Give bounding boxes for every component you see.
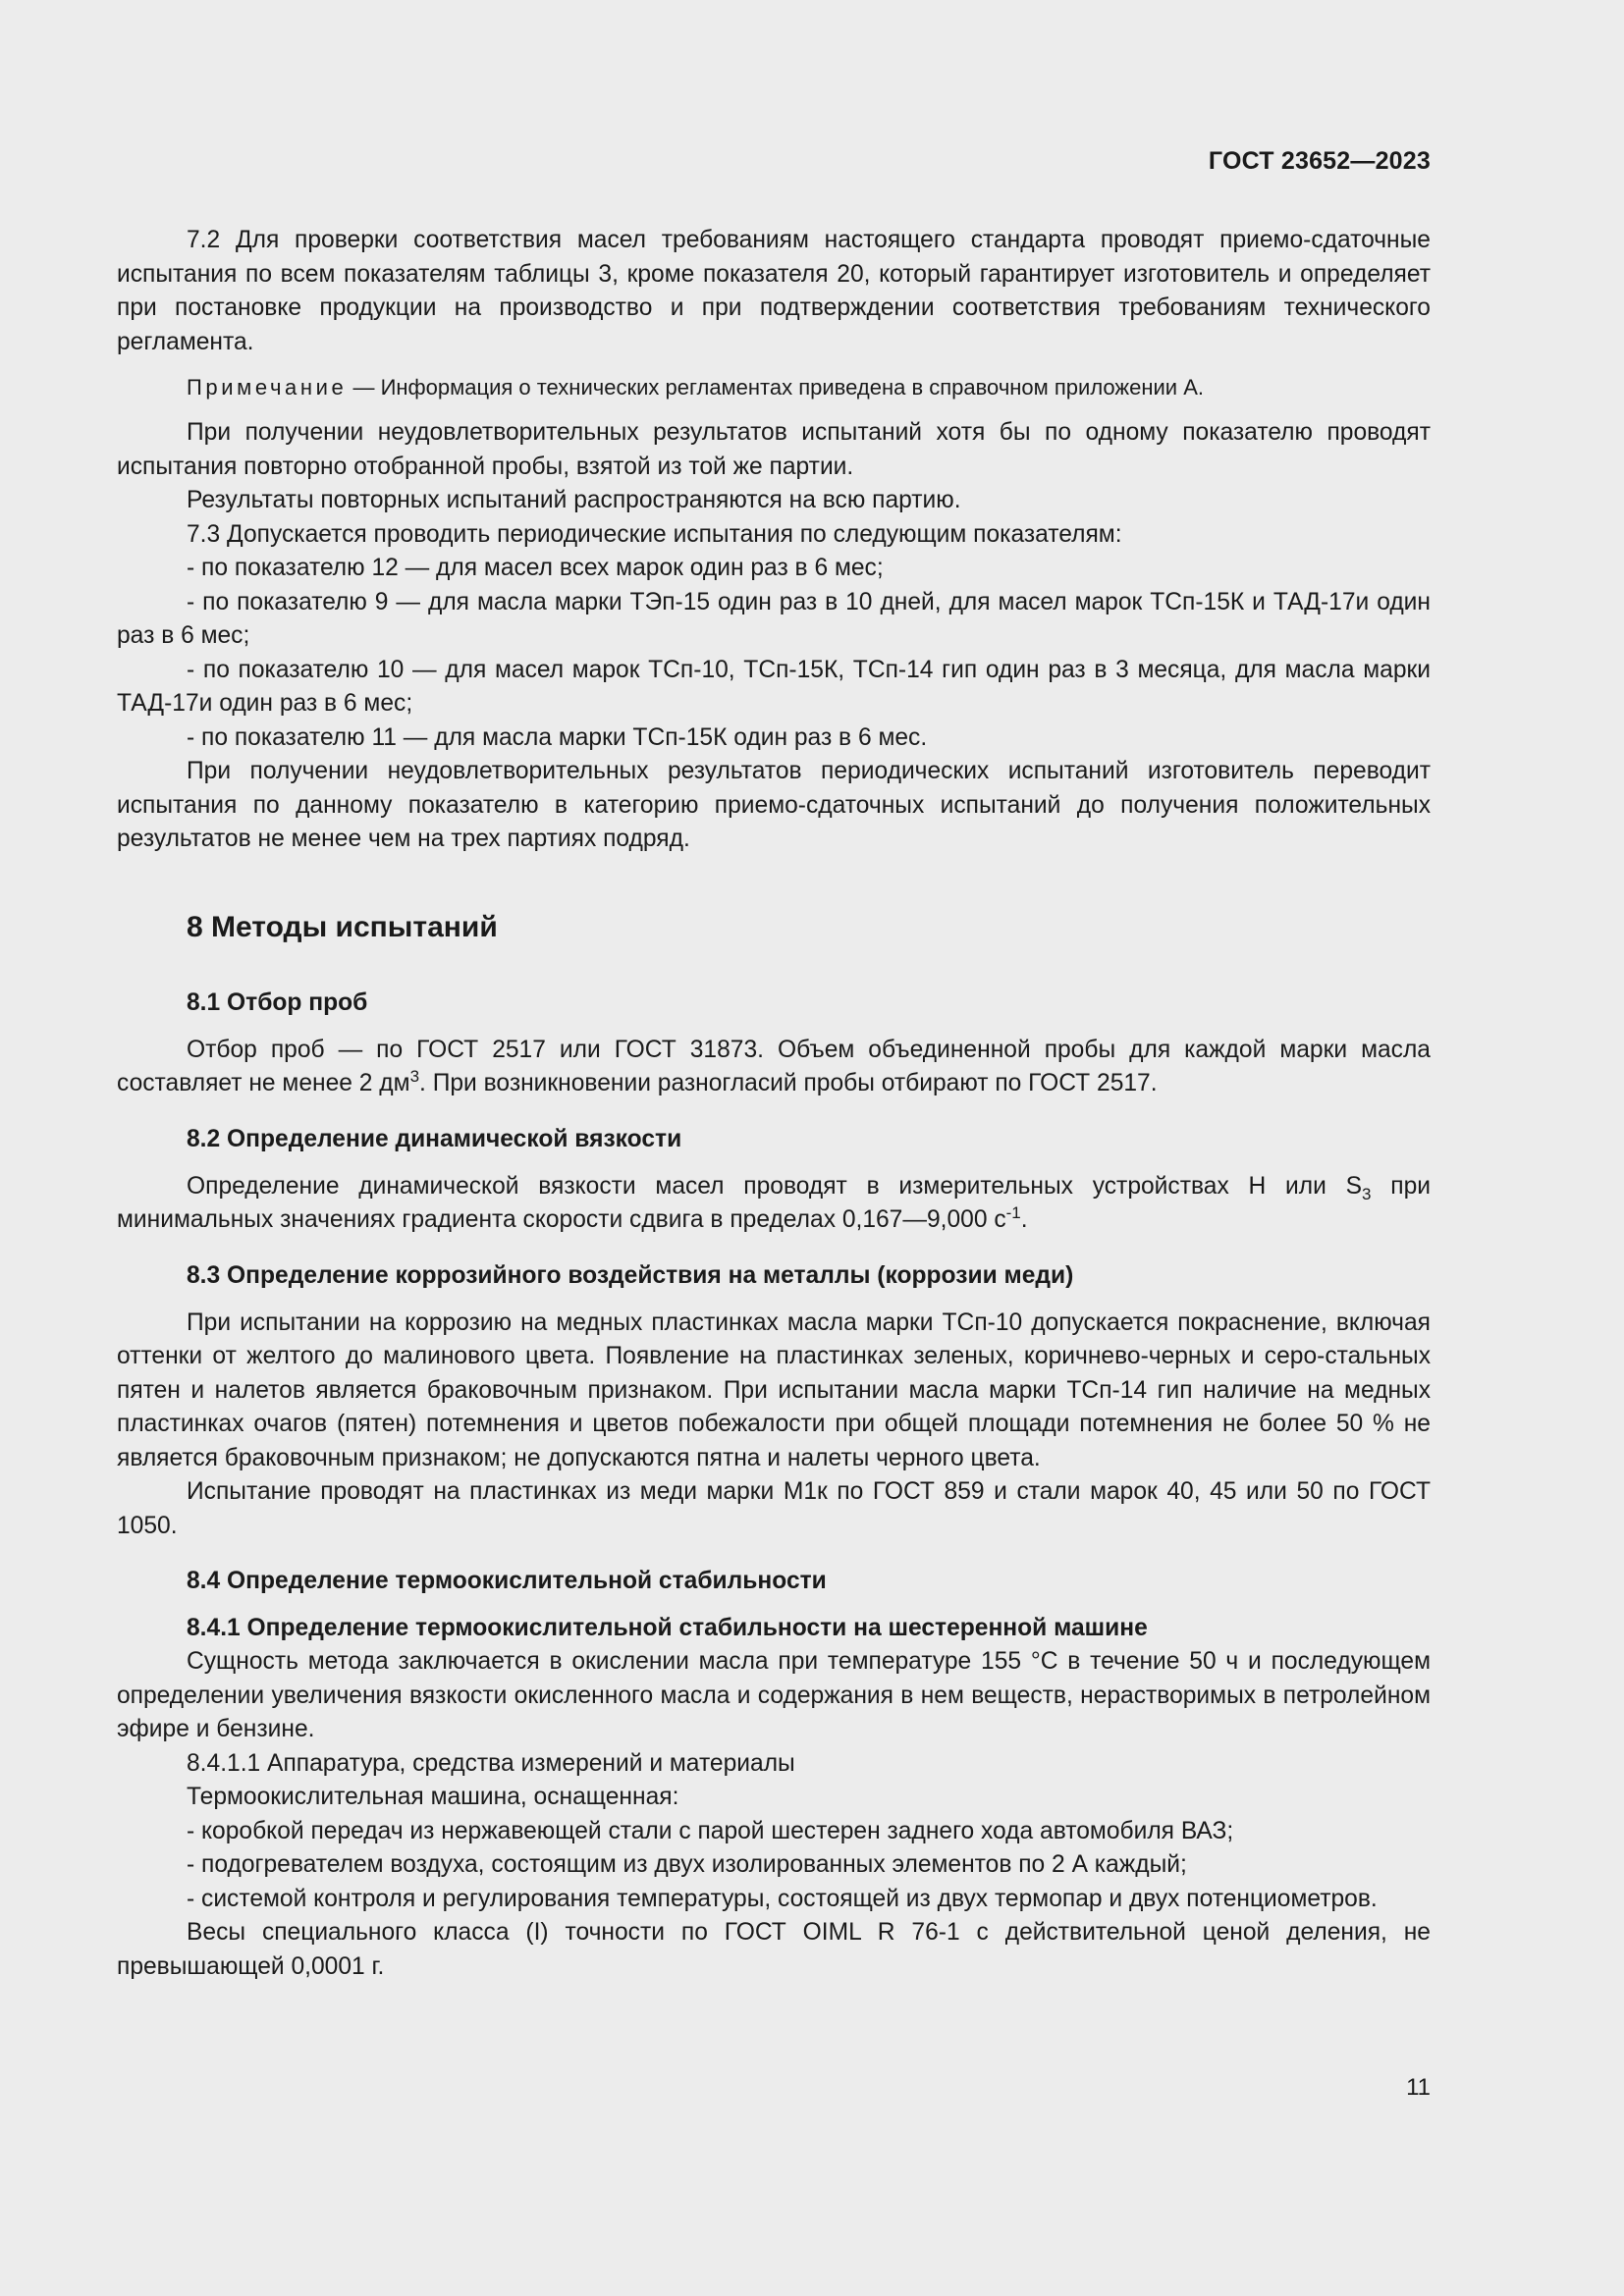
paragraph-repeat: Результаты повторных испытаний распространяются на всю партию. [187, 487, 961, 513]
list-item: - по показателю 11 — для масла марки ТСп-15К один раз в 6 мес. [187, 723, 928, 751]
list-item: - системой контроля и регулирования температуры, состоящей из двух термопар и двух потенциометров. [187, 1885, 1378, 1912]
superscript: -1 [1005, 1202, 1021, 1222]
section-8-3-title: 8.3 Определение коррозийного воздействия на металлы (коррозии меди) [187, 1261, 1074, 1289]
section-8-title: 8 Методы испытаний [187, 910, 498, 943]
note [117, 373, 1431, 402]
note-text: — Информация о технических регламентах приведена в справочном приложении А. [347, 375, 1204, 400]
page-number: 11 [1406, 2074, 1431, 2101]
paragraph-8-3-1: При испытании на коррозию на медных пластинках масла марки ТСп-10 допускается покраснение, включая оттенки от желтого до малинового цвета. Появление на пластинках зеленых, коричнево-черных и серо-стальных пятен и налетов является браковочным признаком. При испытании масла марки ТСп-14 гип наличие на медных пластинках очагов (пятен) потемнения и цветов побежалости при общей площади потемнения не более 50 % не является браковочным признаком; не допускаются пятна и налеты черного цвета. [117, 1308, 1431, 1471]
paragraph-periodic: При получении неудовлетворительных результатов периодических испытаний изготовитель переводит испытания по данному показателю в категорию приемо-сдаточных испытаний до получения положительных результатов не менее чем на трех партиях подряд. [117, 758, 1431, 852]
list-item: - по показателю 9 — для масла марки ТЭп-15 один раз в 10 дней, для масел марок ТСп-15К и ТАД-17и один раз в 6 мес; [117, 588, 1431, 649]
text-run: . При возникновении разногласий пробы отбирают по ГОСТ 2517. [419, 1070, 1158, 1096]
paragraph-8-3-2: Испытание проводят на пластинках из меди марки М1к по ГОСТ 859 и стали марок 40, 45 или 50 по ГОСТ 1050. [117, 1478, 1431, 1539]
text-run: Определение динамической вязкости масел проводят в измерительных устройствах Н или S [187, 1172, 1363, 1200]
paragraph-machine: Термоокислительная машина, оснащенная: [187, 1784, 679, 1810]
text-run: Отбор проб — по ГОСТ 2517 или ГОСТ 31873. Объем объединенной пробы для каждой марки масла составляет не менее 2 дм [117, 1036, 1431, 1096]
list-item: - коробкой передач из нержавеющей стали с парой шестерен заднего хода автомобиля ВАЗ; [187, 1817, 1234, 1844]
section-8-4-title: 8.4 Определение термоокислительной стабильности [187, 1568, 827, 1594]
list-item: - по показателю 12 — для масел всех марок один раз в 6 мес; [187, 555, 884, 581]
paragraph-8-1 [117, 1034, 1431, 1101]
superscript: 3 [409, 1066, 420, 1086]
list-item: - по показателю 10 — для масел марок ТСп-10, ТСп-15К, ТСп-14 гип один раз в 3 месяца, для масла марки ТАД-17и один раз в 6 мес; [117, 656, 1431, 717]
document-body [117, 224, 1431, 1984]
document-code: ГОСТ 23652—2023 [1208, 147, 1431, 175]
paragraph-8-2 [117, 1170, 1431, 1238]
paragraph-7-3: 7.3 Допускается проводить периодические испытания по следующим показателям: [187, 520, 1122, 548]
section-8-1-title: 8.1 Отбор проб [187, 988, 368, 1016]
subscript: 3 [1362, 1184, 1372, 1203]
section-8-2-title: 8.2 Определение динамической вязкости [187, 1125, 682, 1152]
section-8-4-1-title: 8.4.1 Определение термоокислительной стабильности на шестеренной машине [187, 1615, 1148, 1641]
note-label: Примечание [187, 375, 348, 400]
paragraph-8-4-1: Сущность метода заключается в окислении масла при температуре 155 °С в течение 50 ч и последующем определении увеличения вязкости окисленного масла и содержания в нем веществ, нерастворимых в петролейном эфире и бензине. [117, 1648, 1431, 1742]
paragraph-8-4-1-1: 8.4.1.1 Аппаратура, средства измерений и материалы [187, 1749, 795, 1777]
text-run: при минимальных значениях градиента скорости сдвига в пределах 0,167—9,000 с [117, 1172, 1431, 1233]
paragraph-fail: При получении неудовлетворительных результатов испытаний хотя бы по одному показателю проводят испытания повторно отобранной пробы, взятой из той же партии. [117, 419, 1431, 480]
text-run: . [1020, 1206, 1028, 1233]
list-item: - подогревателем воздуха, состоящим из двух изолированных элементов по 2 А каждый; [187, 1851, 1187, 1878]
paragraph-7-2: 7.2 Для проверки соответствия масел требованиям настоящего стандарта проводят приемо-сдаточные испытания по всем показателям таблицы 3, кроме показателя 20, который гарантирует изготовитель и определяет при постановке продукции на производство и при подтверждении соответствия требованиям технического регламента. [117, 227, 1431, 355]
paragraph-scales: Весы специального класса (I) точности по ГОСТ OIML R 76-1 с действительной ценой деления, не превышающей 0,0001 г. [117, 1919, 1431, 1980]
